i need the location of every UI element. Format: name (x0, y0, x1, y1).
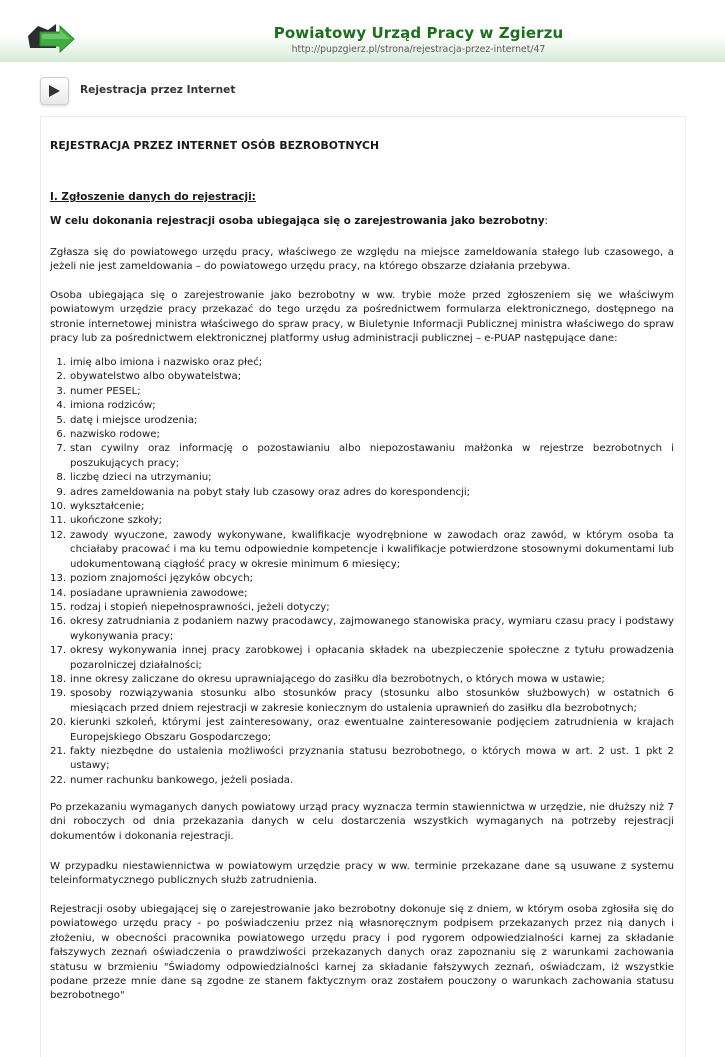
list-item (50, 514, 674, 528)
list-item-number: 9. (56, 486, 66, 498)
list-item-text: ukończone szkoły; (70, 515, 163, 527)
paragraph-2: Osoba ubiegająca się o zarejestrowanie jako bezrobotny w ww. trybie może przed zgłoszeniem się we właściwym powiatowym urzędzie pracy przekazać do tego urzędu za pośrednictwem formularza elektronicznego, dostępnego na stronie internetowej ministra właściwego do spraw pracy, w Biuletynie Informacji Publicznej ministra właściwego do spraw pracy lub za pośrednictwem elektronicznej platformy usług administracji publicznej – e-PUAP następujące dane: (50, 290, 674, 345)
list-item-text: obywatelstwo albo obywatelstwa; (70, 371, 242, 383)
list-item-text: posiadane uprawnienia zawodowe; (70, 587, 248, 599)
page-url: http://pupzgierz.pl/strona/rejestracja-przez-internet/47 (291, 44, 546, 55)
list-item-number: 1. (56, 357, 66, 368)
list-item (50, 572, 674, 586)
list-item-number: 17. (50, 645, 67, 657)
list-item (50, 774, 674, 788)
list-item (50, 356, 674, 370)
list-item-text: okresy zatrudniania z podaniem nazwy pracodawcy, zajmowanego stanowiska pracy, wymiaru czasu pracy i podstawy wykonywania pracy; (70, 616, 674, 642)
list-item-text: imię albo imiona i nazwisko oraz płeć; (70, 357, 263, 368)
paragraph-4: W przypadku niestawiennictwa w powiatowym urzędzie pracy w ww. terminie przekazane dane są usuwane z systemu teleinformatycznego publicznych służb zatrudnienia. (50, 861, 674, 887)
list-item (50, 716, 674, 745)
list-item-text: inne okresy zaliczane do okresu uprawniającego do zasiłku dla bezrobotnych, o których mowa w ustawie; (70, 673, 605, 685)
paragraph-5: Rejestracji osoby ubiegającej się o zarejestrowanie jako bezrobotny dokonuje się z dniem, w którym osoba zgłosiła się do powiatowego urzędu pracy - po poświadczeniu przez nią własnoręcznym podpisem przekazanych przez nią danych i złożeniu, w obecności pracownika powiatowego urzędu pracy i pod rygorem odpowiedzialności karnej za składanie fałszywych zeznań oświadczenia o prawdziwości przekazanych danych oraz zapoznaniu się z warunkami zachowania statusu w brzmieniu "Świadomy odpowiedzialności karnej za składanie fałszywych zeznań, oświadczam, iż wszystkie podane przeze mnie dane są zgodne ze stanem faktycznym oraz zostałem pouczony o warunkach zachowania statusu bezrobotnego" (50, 904, 674, 1002)
paragraph-3: Po przekazaniu wymaganych danych powiatowy urząd pracy wyznacza termin stawiennictwa w urzędzie, nie dłuższy niż 7 dni roboczych od dnia przekazania danych w celu dostarczenia wszystkich wymaganych na potrzeby rejestracji dokumentów i dokonania rejestracji. (50, 802, 674, 842)
list-item-text: fakty niezbędne do ustalenia możliwości przyznania statusu bezrobotnego, o których mowa w art. 2 ust. 1 pkt 2 ustawy; (70, 745, 674, 772)
list-item (50, 486, 674, 500)
list-item (50, 428, 674, 442)
article-heading: REJESTRACJA PRZEZ INTERNET OSÓB BEZROBOTNYCH (50, 139, 380, 152)
list-item (50, 529, 674, 572)
list-item (50, 399, 674, 413)
list-item (50, 615, 674, 644)
list-item-number: 18. (50, 673, 67, 685)
list-item (50, 673, 674, 687)
list-item-text: sposoby rozwiązywania stosunku albo stosunków pracy (stosunku albo stosunków służbowych) w ostatnich 6 miesiącach przed dniem rejestracji w zakresie koniecznym do ustalenia uprawnień do zasiłku dla bezrobotnych; (70, 688, 674, 714)
list-item-text: stan cywilny oraz informację o pozostawianiu albo niepozostawaniu małżonka w rejestrze bezrobotnych i poszukujących pracy; (70, 443, 674, 469)
list-item (50, 745, 674, 774)
list-item (50, 644, 674, 673)
list-item-number: 4. (56, 400, 66, 412)
list-item-number: 8. (56, 472, 66, 484)
list-item (50, 500, 674, 514)
list-item-number: 10. (50, 501, 67, 513)
list-item-text: liczbę dzieci na utrzymaniu; (70, 472, 212, 484)
list-item-number: 21. (50, 745, 67, 757)
list-item-text: kierunki szkoleń, którymi jest zainteresowany, oraz ewentualne zainteresowanie podjęciem zatrudnienia w krajach Europejskiego Obszaru Gospodarczego; (70, 717, 674, 743)
site-header (0, 0, 725, 62)
list-item-number: 15. (50, 601, 67, 613)
list-item-text: nazwisko rodowe; (70, 429, 160, 441)
list-item-number: 14. (50, 587, 67, 599)
list-item-number: 5. (56, 414, 66, 426)
list-item-number: 11. (50, 515, 67, 527)
list-item (50, 601, 674, 615)
breadcrumb-title: Rejestracja przez Internet (80, 84, 236, 96)
list-item-text: okresy wykonywania innej pracy zarobkowej i opłacania składek na ubezpieczenie społeczne z tytułu prowadzenia pozarolniczej działalności; (70, 645, 674, 671)
list-item-number: 16. (50, 616, 67, 628)
intro-colon: : (544, 215, 549, 227)
list-item-text: rodzaj i stopień niepełnosprawności, jeżeli dotyczy; (70, 601, 330, 613)
list-item-number: 3. (56, 385, 66, 397)
list-item (50, 587, 674, 601)
list-item (50, 385, 674, 399)
data-list (50, 356, 674, 788)
intro-text: W celu dokonania rejestracji osoba ubiegająca się o zarejestrowania jako bezrobotny (50, 215, 545, 227)
list-item-text: wykształcenie; (70, 501, 145, 513)
list-item-text: poziom znajomości języków obcych; (70, 573, 254, 585)
arrow-logo-icon[interactable] (26, 22, 76, 54)
list-item (50, 442, 674, 471)
site-title[interactable]: Powiatowy Urząd Pracy w Zgierzu (273, 24, 564, 42)
list-item (50, 414, 674, 428)
paragraph-1: Zgłasza się do powiatowego urzędu pracy, właściwego ze względu na miejsce zameldowania stałego lub czasowego, a jeżeli nie jest zameldowania – do powiatowego urzędu pracy, na którego obszarze działania przebywa. (50, 247, 674, 273)
list-item-number: 13. (50, 573, 67, 585)
list-item-number: 7. (56, 443, 66, 455)
list-item (50, 687, 674, 716)
list-item-number: 12. (50, 529, 67, 541)
list-item (50, 471, 674, 485)
intro-line (50, 215, 548, 227)
section-title: I. Zgłoszenie danych do rejestracji: (50, 191, 256, 203)
breadcrumb-button[interactable] (40, 77, 69, 105)
list-item-text: numer PESEL; (70, 385, 141, 397)
list-item-text: adres zameldowania na pobyt stały lub czasowy oraz adres do korespondencji; (70, 486, 471, 498)
list-item-number: 20. (50, 717, 67, 729)
list-item-number: 6. (56, 429, 66, 441)
list-item (50, 370, 674, 384)
list-item-number: 2. (56, 371, 66, 383)
list-item-text: imiona rodziców; (70, 400, 156, 412)
list-item-number: 22. (50, 774, 67, 786)
list-item-text: zawody wyuczone, zawody wykonywane, kwalifikacje wyodrębnione w zawodach oraz zawód, w którym osoba ta chciałaby pracować i ma ku temu odpowiednie kompetencje i kwalifikacje potwierdzone stosownymi dokumentami lub udokumentowaną ciągłość pracy w okresie minimum 6 miesięcy; (70, 529, 674, 570)
list-item-number: 19. (50, 688, 67, 700)
play-arrow-icon (49, 85, 60, 97)
list-item-text: numer rachunku bankowego, jeżeli posiada. (70, 774, 294, 786)
list-item-text: datę i miejsce urodzenia; (70, 414, 198, 426)
